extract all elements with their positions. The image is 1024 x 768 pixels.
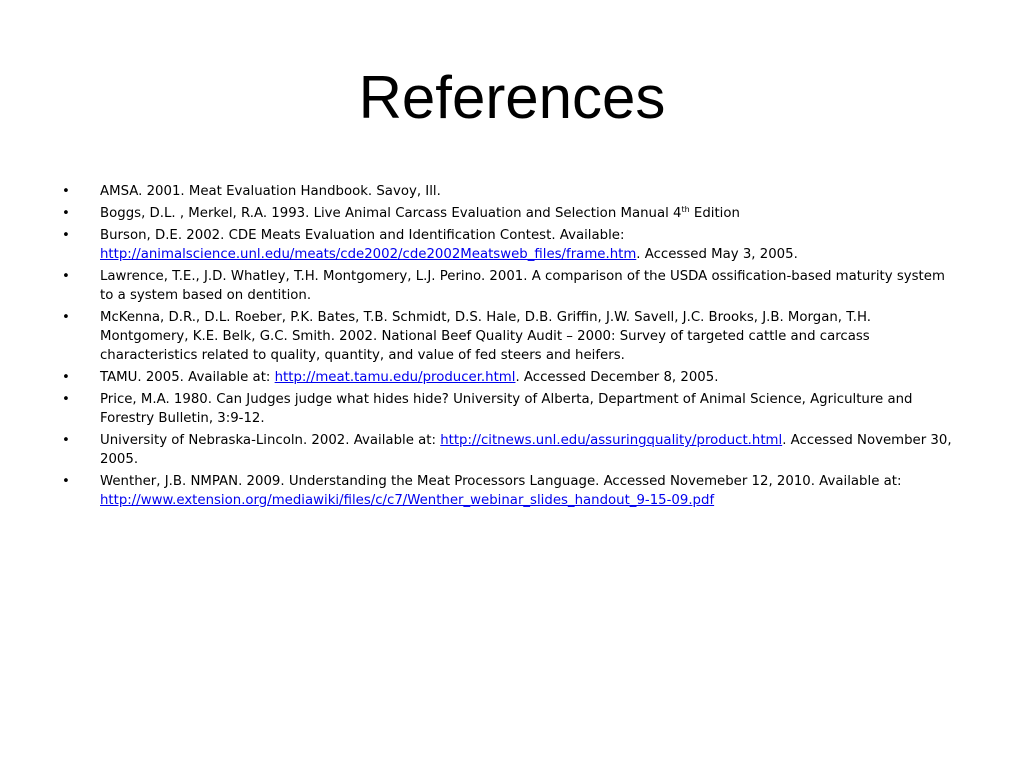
reference-item xyxy=(62,226,962,264)
reference-link[interactable]: http://www.extension.org/mediawiki/files/c/c7/Wenther_webinar_slides_handout_9-15-09.pdf xyxy=(100,493,715,508)
reference-item xyxy=(62,182,962,201)
reference-text: TAMU. 2005. Available at: xyxy=(100,370,275,385)
reference-link[interactable]: http://meat.tamu.edu/producer.html xyxy=(274,370,516,385)
reference-text: University of Nebraska-Lincoln. 2002. Available at: xyxy=(100,433,441,448)
bullet-icon: • xyxy=(62,228,70,243)
bullet-icon: • xyxy=(62,269,70,284)
reference-item xyxy=(62,308,962,365)
reference-item xyxy=(62,368,962,387)
bullet-icon: • xyxy=(62,206,70,221)
bullet-icon: • xyxy=(62,370,70,385)
slide-title: References xyxy=(358,64,666,131)
ordinal-superscript: th xyxy=(681,205,690,214)
bullet-icon: • xyxy=(62,310,70,325)
bullet-icon: • xyxy=(62,433,70,448)
reference-item xyxy=(62,431,962,469)
reference-link[interactable]: http://animalscience.unl.edu/meats/cde2002/cde2002Meatsweb_files/frame.htm xyxy=(100,247,637,262)
reference-text-after: . Accessed December 8, 2005. xyxy=(515,370,719,385)
reference-text: Lawrence, T.E., J.D. Whatley, T.H. Montgomery, L.J. Perino. 2001. A comparison of the USDA ossification-based maturity system to a system based on dentition. xyxy=(100,269,945,303)
reference-text-after: . Accessed November 30, 2005. xyxy=(100,433,952,467)
reference-text: McKenna, D.R., D.L. Roeber, P.K. Bates, T.B. Schmidt, D.S. Hale, D.B. Griffin, J.W. Savell, J.C. Brooks, J.B. Morgan, T.H. Montgomery, K.E. Belk, G.C. Smith. 2002. National Beef Quality Audit – 2000: Survey of targeted cattle and carcass characteristics related to quality, quantity, and value of fed steers and heifers. xyxy=(100,310,871,363)
reference-item xyxy=(62,267,962,305)
reference-text: Price, M.A. 1980. Can Judges judge what hides hide? University of Alberta, Department of Animal Science, Agriculture and Forestry Bulletin, 3:9-12. xyxy=(100,392,913,426)
references-list xyxy=(62,182,962,513)
reference-text: AMSA. 2001. Meat Evaluation Handbook. Savoy, Ill. xyxy=(100,184,441,199)
reference-item xyxy=(62,204,962,223)
reference-text-after: . Accessed May 3, 2005. xyxy=(636,247,798,262)
bullet-icon: • xyxy=(62,184,70,199)
reference-item xyxy=(62,390,962,428)
reference-text: Burson, D.E. 2002. CDE Meats Evaluation and Identification Contest. Available: xyxy=(100,228,625,243)
bullet-icon: • xyxy=(62,474,70,489)
bullet-icon: • xyxy=(62,392,70,407)
reference-text-after: Edition xyxy=(689,206,740,221)
reference-link[interactable]: http://citnews.unl.edu/assuringquality/product.html xyxy=(440,433,783,448)
reference-text: Boggs, D.L. , Merkel, R.A. 1993. Live Animal Carcass Evaluation and Selection Manual 4 xyxy=(100,206,682,221)
reference-item xyxy=(62,472,962,510)
reference-text: Wenther, J.B. NMPAN. 2009. Understanding the Meat Processors Language. Accessed Novemeber 12, 2010. Available at: xyxy=(100,474,902,489)
